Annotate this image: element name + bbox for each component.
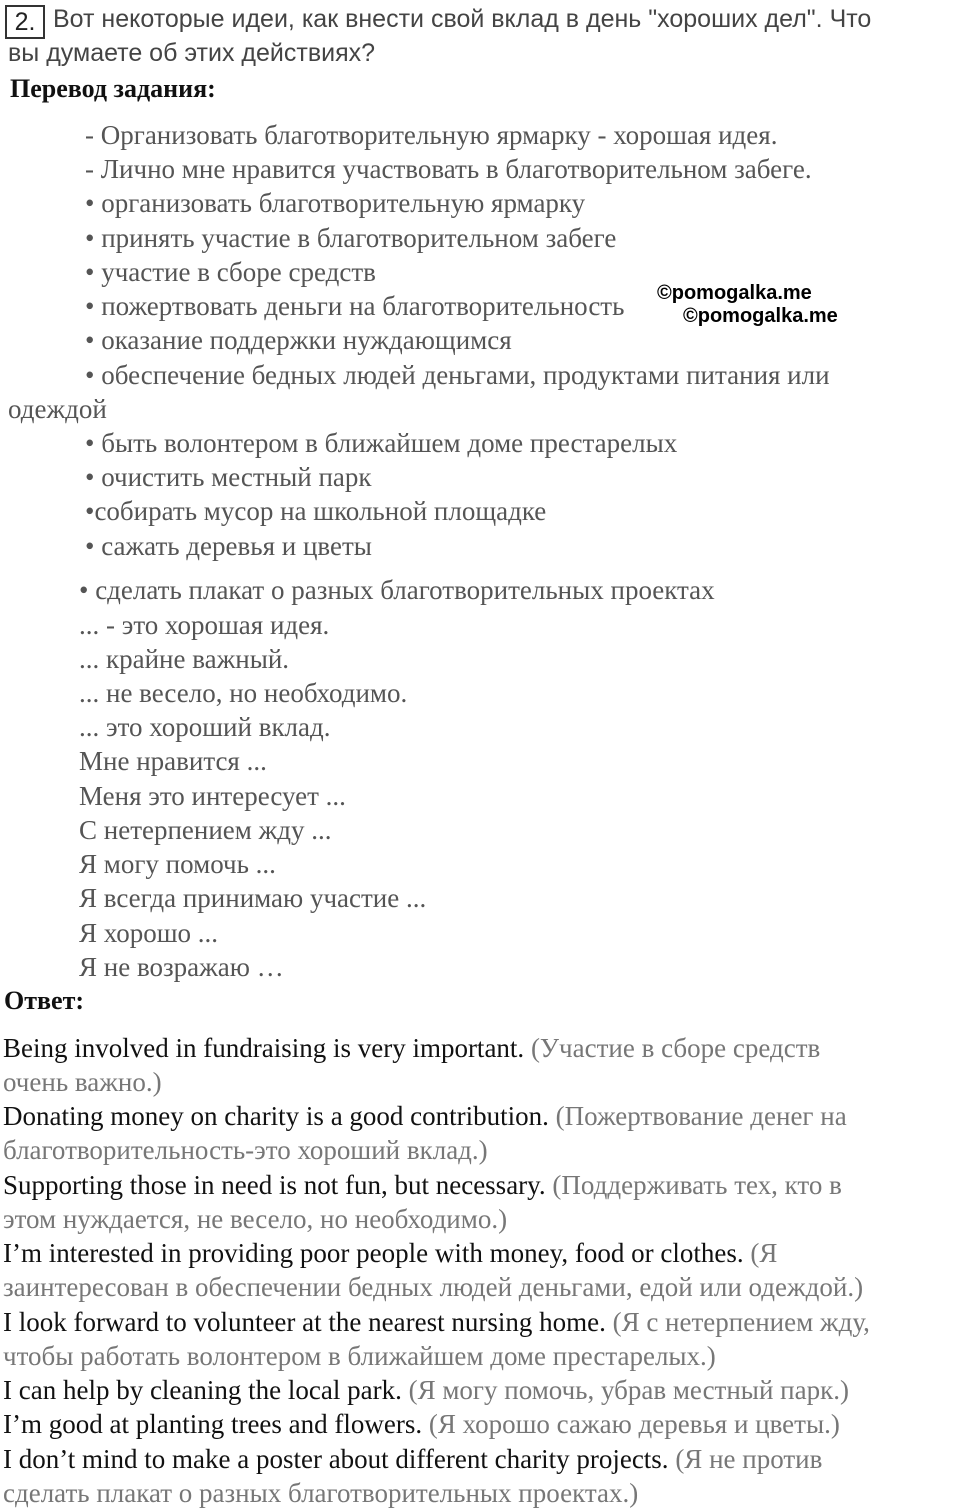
watermark-text: ©pomogalka.me [657,282,812,304]
answer-line [3,1478,638,1509]
answer-line [3,1272,863,1303]
phrase-line: Я не возражаю … [79,952,284,982]
answer-english: Being involved in fundraising is very important. [3,1033,525,1063]
answer-translation: очень важно.) [3,1067,162,1097]
translation-line: - Лично мне нравится участвовать в благотворительном забеге. [85,154,812,184]
phrase-line: С нетерпением жду ... [79,815,332,845]
answer-english: I can help by cleaning the local park. [3,1375,402,1405]
answer-line [3,1307,870,1338]
answer-line [3,1135,488,1166]
phrase-line: ... крайне важный. [79,644,290,674]
answer-translation: (Я хорошо сажаю деревья и цветы.) [422,1409,840,1439]
answer-line [3,1101,847,1132]
translation-line: - Организовать благотворительную ярмарку - хорошая идея. [85,120,778,150]
translation-line: • организовать благотворительную ярмарку [85,188,586,218]
answer-line [3,1238,777,1269]
translation-line: • быть волонтером в ближайшем доме престарелых [85,428,678,458]
answer-english: I look forward to volunteer at the nearest nursing home. [3,1307,606,1337]
answer-line [3,1067,162,1098]
answer-line [3,1033,820,1064]
task-number-box: 2. [5,5,45,39]
answer-translation: (Я [743,1238,778,1268]
translation-line: одеждой [8,394,107,424]
answer-translation: сделать плакат о разных благотворительных проектах.) [3,1478,639,1508]
phrase-line: • сделать плакат о разных благотворительных проектах [79,575,715,605]
translation-line: • очистить местный парк [85,462,372,492]
phrase-line: ... это хороший вклад. [79,712,331,742]
answer-translation: (Поддерживать тех, кто в [545,1170,842,1200]
phrase-line: Я всегда принимаю участие ... [79,883,427,913]
answer-translation: благотворительность-это хороший вклад.) [3,1135,488,1165]
answer-english: I don’t mind to make a poster about different charity projects. [3,1444,669,1474]
translation-line: • обеспечение бедных людей деньгами, продуктами питания или [85,360,830,390]
answer-translation: (Участие в сборе средств [524,1033,821,1063]
answer-translation: (Я могу помочь, убрав местный парк.) [401,1375,849,1405]
translation-line: • принять участие в благотворительном забеге [85,223,617,253]
phrase-line: ... - это хорошая идея. [79,610,330,640]
answer-translation: чтобы работать волонтером в ближайшем доме престарелых.) [3,1341,716,1371]
answer-translation: (Я с нетерпением жду, [605,1307,870,1337]
answer-english: I’m interested in providing poor people with money, food or clothes. [3,1238,744,1268]
translation-line: • участие в сборе средств [85,257,376,287]
watermark-text: ©pomogalka.me [683,305,838,327]
phrase-line: Я хорошо ... [79,918,219,948]
answer-english: Supporting those in need is not fun, but necessary. [3,1170,546,1200]
answer-line [3,1341,716,1372]
answer-line [3,1444,822,1475]
answer-line [3,1170,842,1201]
answer-translation: (Пожертвование денег на [548,1101,847,1131]
translation-line: •собирать мусор на школьной площадке [85,496,547,526]
translation-line: • сажать деревья и цветы [85,531,372,561]
translation-line: • оказание поддержки нуждающимся [85,325,512,355]
answer-line [3,1409,840,1440]
phrase-line: Я могу помочь ... [79,849,276,879]
answer-english: Donating money on charity is a good contribution. [3,1101,549,1131]
phrase-line: ... не весело, но необходимо. [79,678,408,708]
answer-line [3,1204,507,1235]
task-question-line-1: Вот некоторые идеи, как внести свой вклад в день "хороших дел". Что [53,5,872,33]
task-question-line-2: вы думаете об этих действиях? [8,39,376,67]
answer-line [3,1375,849,1406]
phrase-line: Мне нравится ... [79,746,267,776]
answer-english: I’m good at planting trees and flowers. [3,1409,423,1439]
answer-translation: этом нуждается, не весело, но необходимо.) [3,1204,508,1234]
answer-translation: (Я не против [668,1444,823,1474]
answer-heading: Ответ: [4,986,85,1015]
phrase-line: Меня это интересует ... [79,781,346,811]
answer-translation: заинтересован в обеспечении бедных людей деньгами, едой или одеждой.) [3,1272,864,1302]
translation-heading: Перевод задания: [10,74,216,103]
translation-line: • пожертвовать деньги на благотворительность [85,291,625,321]
